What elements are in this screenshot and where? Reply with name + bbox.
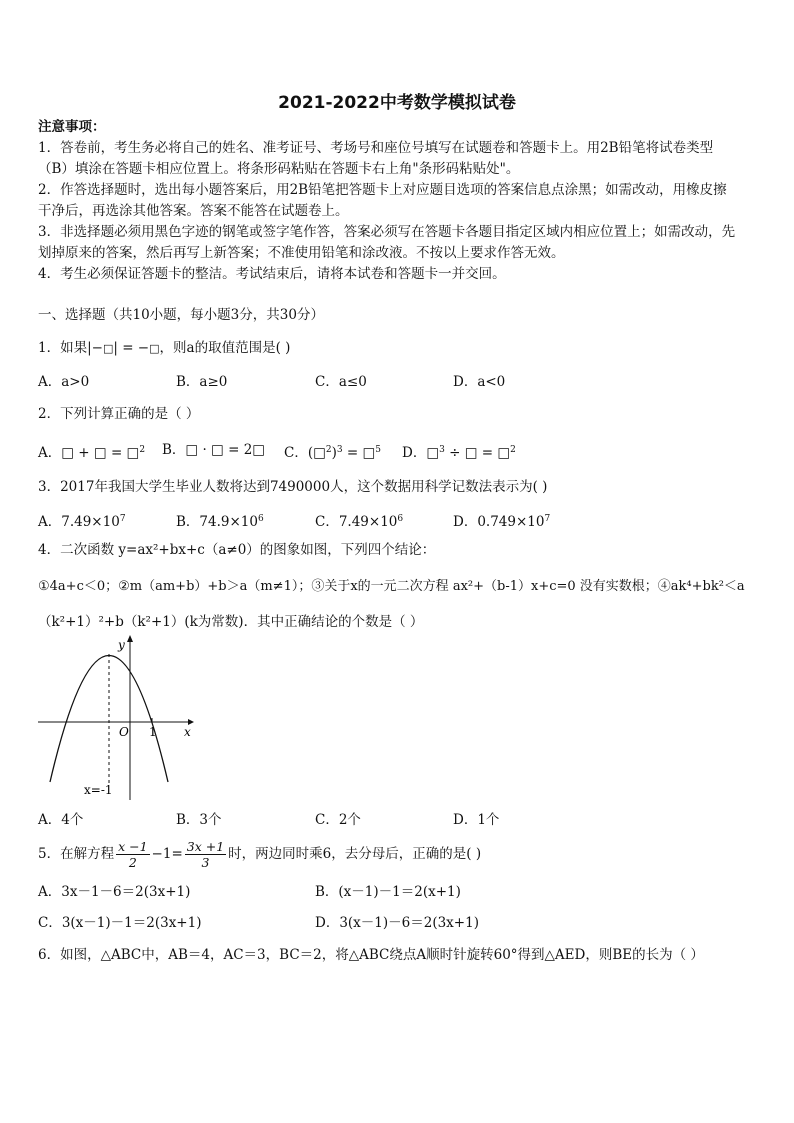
question-1-option-b: B．a≥0	[176, 374, 228, 390]
question-4-stem: 4．二次函数 y=ax²+bx+c（a≠0）的图象如图，下列四个结论：	[38, 542, 436, 558]
one-label: 1	[149, 725, 157, 739]
question-3-option-c: C．$7.49\times 10^6$	[315, 514, 404, 530]
question-1-stem: 1．如果|−□| = −□，则a的取值范围是( )	[38, 340, 291, 356]
y-axis-label: y	[118, 638, 125, 652]
question-5-option-a: A．3x－1－6＝2(3x+1)	[38, 884, 191, 900]
notice-line-1: 1．答卷前，考生务必将自己的姓名、准考证号、考场号和座位号填写在试题卷和答题卡上。用2B铅笔将试卷类型	[38, 140, 714, 156]
x-axis-label: x	[184, 725, 191, 739]
symmetry-label: x=-1	[84, 783, 113, 797]
y-axis-arrow	[127, 635, 133, 642]
question-5-stem: 5．在解方程 $\frac{x -1}{2}$ −1= $\frac{3x +1}{3}$ 时，两边同时乘6，去分母后，正确的是( )	[38, 839, 482, 870]
question-3-stem: 3．2017年我国大学生毕业人数将达到7490000人，这个数据用科学记数法表示为( )	[38, 479, 548, 495]
question-4-option-b: B．3个	[176, 812, 222, 828]
question-4-option-a: A．4个	[38, 812, 84, 828]
question-4-option-c: C．2个	[315, 812, 361, 828]
question-5-option-c: C．3(x－1)－1＝2(3x+1)	[38, 915, 202, 931]
question-1-option-a: A．a>0	[38, 374, 90, 390]
origin-label: O	[119, 725, 129, 739]
notice-heading: 注意事项：	[38, 119, 106, 135]
question-4-statements-cont: （k²+1）²+b（k²+1）(k为常数)．其中正确结论的个数是（ ）	[38, 614, 424, 630]
question-5-option-d: D．3(x－1)－6＝2(3x+1)	[315, 915, 479, 931]
question-2-option-b: B．□ · □ = 2□	[162, 442, 266, 458]
question-2-option-a: A．□ + □ = □$^2$	[38, 445, 146, 461]
question-4-option-d: D．1个	[453, 812, 500, 828]
notice-line-2: （B）填涂在答题卡相应位置上。将条形码粘贴在答题卡右上角"条形码粘贴处"。	[38, 161, 520, 177]
parabola-graph	[36, 632, 196, 802]
question-1-option-c: C．a≤0	[315, 374, 367, 390]
question-5-option-b: B．(x－1)－1＝2(x+1)	[315, 884, 461, 900]
question-2-stem: 2．下列计算正确的是（ ）	[38, 406, 200, 422]
question-3-option-d: D．$0.749\times 10^7$	[453, 514, 551, 530]
fraction-2: $\frac{3x +1}{3}$	[186, 839, 225, 870]
question-2-option-d: D．□$^3$ ÷ □ = □$^2$	[402, 445, 516, 461]
section-heading: 一、选择题（共10小题，每小题3分，共30分）	[38, 307, 324, 323]
notice-line-4: 干净后，再选涂其他答案。答案不能答在试题卷上。	[38, 203, 349, 219]
fraction-1: $\frac{x -1}{2}$	[118, 839, 148, 870]
question-6-stem: 6．如图，△ABC中，AB＝4，AC＝3，BC＝2，将△ABC绕点A顺时针旋转60°得到△AED，则BE的长为（ ）	[38, 947, 704, 963]
notice-line-5: 3．非选择题必须用黑色字迹的钢笔或签字笔作答，答案必须写在答题卡各题目指定区域内相应位置上；如需改动，先	[38, 224, 736, 240]
page-title: 2021-2022中考数学模拟试卷	[278, 93, 516, 113]
notice-line-6: 划掉原来的答案，然后再写上新答案；不准使用铅笔和涂改液。不按以上要求作答无效。	[38, 245, 565, 261]
notice-line-3: 2．作答选择题时，选出每小题答案后，用2B铅笔把答题卡上对应题目选项的答案信息点涂黑；如需改动，用橡皮擦	[38, 182, 727, 198]
question-2-option-c: C．(□$^2$)$^3$ = □$^5$	[284, 445, 381, 461]
question-3-option-b: B．$74.9\times 10^6$	[176, 514, 264, 530]
question-4-statements: ①4a+c＜0；②m（am+b）+b＞a（m≠1）；③关于x的一元二次方程 ax²+（b-1）x+c=0 没有实数根；④ak⁴+bk²＜a	[38, 579, 745, 594]
question-3-option-a: A．$7.49\times 10^7$	[38, 514, 126, 530]
notice-line-7: 4．考生必须保证答题卡的整洁。考试结束后，请将本试卷和答题卡一并交回。	[38, 266, 506, 282]
question-1-option-d: D．a<0	[453, 374, 506, 390]
